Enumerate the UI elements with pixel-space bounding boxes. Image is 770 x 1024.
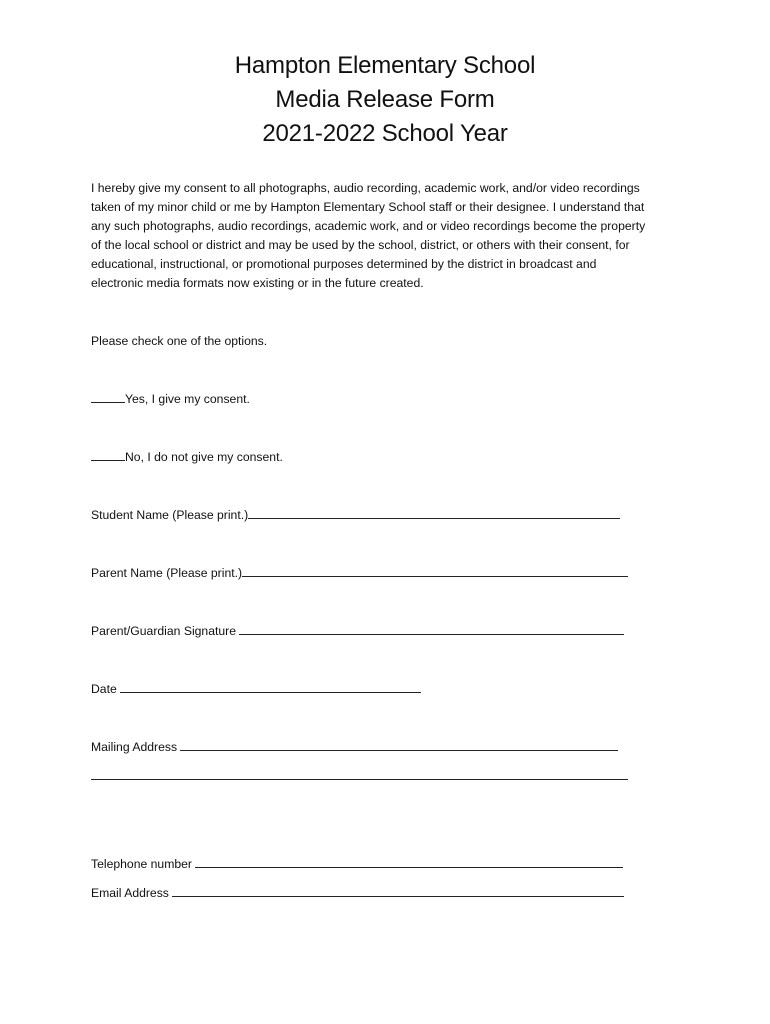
- form-title: Media Release Form: [275, 86, 495, 113]
- school-name: Hampton Elementary School: [234, 52, 536, 79]
- email-label: Email Address: [91, 886, 169, 900]
- parent-name-row: [91, 565, 628, 581]
- consent-no-checkline[interactable]: [91, 449, 125, 461]
- signature-row: [91, 623, 624, 639]
- student-name-row: [91, 507, 620, 523]
- paragraph-line: educational, instructional, or promotional purposes determined by the district in broadcast and: [91, 257, 597, 271]
- telephone-field[interactable]: [195, 856, 623, 868]
- signature-label: Parent/Guardian Signature: [91, 624, 236, 638]
- telephone-row: [91, 856, 623, 872]
- form-header: [0, 49, 770, 151]
- consent-yes-checkline[interactable]: [91, 391, 125, 403]
- mailing-address-field[interactable]: [180, 739, 618, 751]
- student-name-label: Student Name (Please print.): [91, 508, 249, 522]
- paragraph-line: taken of my minor child or me by Hampton Elementary School staff or their designee. I understand that: [91, 200, 645, 214]
- consent-no-label: No, I do not give my consent.: [125, 450, 283, 464]
- consent-yes-label: Yes, I give my consent.: [125, 392, 250, 406]
- paragraph-line: electronic media formats now existing or in the future created.: [91, 276, 424, 290]
- mailing-address-line-2-row: [91, 768, 628, 784]
- school-year: 2021-2022 School Year: [262, 120, 508, 147]
- paragraph-line: of the local school or district and may be used by the school, district, or others with their consent, for: [91, 238, 630, 252]
- signature-field[interactable]: [239, 623, 624, 635]
- consent-no-option[interactable]: [91, 449, 283, 465]
- telephone-label: Telephone number: [91, 857, 192, 871]
- parent-name-field[interactable]: [242, 565, 628, 577]
- paragraph-line: I hereby give my consent to all photographs, audio recording, academic work, and/or video recordings: [91, 181, 640, 195]
- email-row: [91, 885, 624, 901]
- date-row: [91, 681, 421, 697]
- student-name-field[interactable]: [248, 507, 620, 519]
- date-field[interactable]: [120, 681, 421, 693]
- instructions-text: Please check one of the options.: [91, 334, 268, 348]
- consent-yes-option[interactable]: [91, 391, 250, 407]
- mailing-address-label: Mailing Address: [91, 740, 178, 754]
- email-field[interactable]: [172, 885, 624, 897]
- paragraph-line: any such photographs, audio recordings, academic work, and or video recordings become the property: [91, 219, 646, 233]
- mailing-address-line-2-field[interactable]: [91, 768, 628, 780]
- date-label: Date: [91, 682, 117, 696]
- mailing-address-row: [91, 739, 618, 755]
- parent-name-label: Parent Name (Please print.): [91, 566, 243, 580]
- consent-paragraph: [91, 179, 691, 293]
